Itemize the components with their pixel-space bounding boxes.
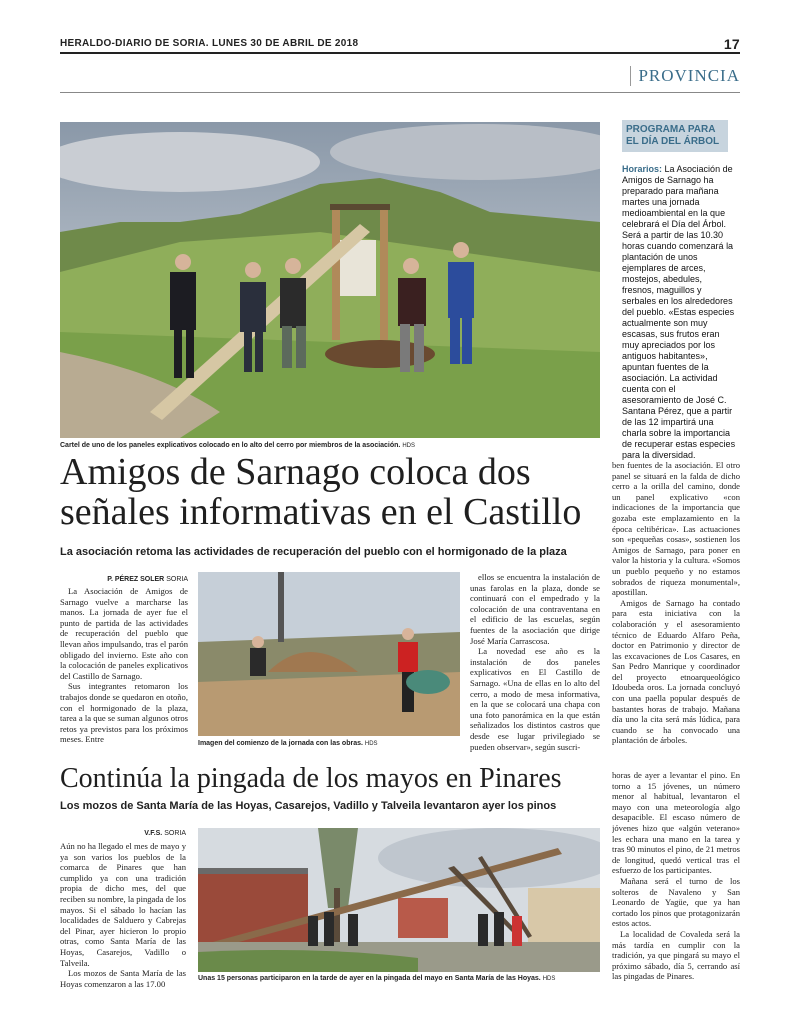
work-photo-caption — [198, 739, 460, 749]
main-photo-caption — [60, 441, 600, 451]
caption-text: Unas 15 personas participaron en la tarde de ayer en la pingada del mayo en Santa María de las Hoyas. — [198, 975, 541, 982]
paragraph: Mañana será el turno de los solteros de Navaleno y San Leonardo de Yagüe, que ya han cortado los pinos que protagonizarán estos actos. — [612, 875, 740, 929]
byline-place: SORIA — [164, 830, 186, 837]
byline-name: V.F.S. — [144, 830, 163, 837]
paragraph: horas de ayer a levantar el pino. En torno a 15 jóvenes, un número menor al habitual, levantaron el mayo con una meteorología algo desapacible. El escaso número de jóvenes hizo que «algún veterano» les echara una mano en la tarea y tras 90 minutos el pino, de 21 metros de longitud, quedó vertical tras el esfuerzo de los participantes. — [612, 770, 740, 876]
article1-column-1 — [60, 586, 188, 752]
caption-text: Imagen del comienzo de la jornada con las obras. — [198, 740, 363, 747]
article1-column-3 — [470, 572, 600, 752]
sidebar-body — [622, 164, 736, 461]
work-photo — [198, 572, 460, 736]
header-rule — [60, 52, 740, 54]
caption-credit: HDS — [364, 741, 378, 747]
paragraph: Amigos de Sarnago ha contado para esta iniciativa con la colaboración y el asesoramiento técnico de Eduardo Alfaro Peña, doctor en Patrimonio y director de las excavaciones de Los Casares, en San Pedro Manrique y coordinador del proyecto etnoarqueológico Idoubeda oros. La jornada concluyó con una paella popular después de bastantes horas de trabajo. Mañana día uno la cita será más lúdica, para cuando se ha convocado una plantación de árboles. — [612, 597, 740, 746]
paragraph: La novedad ese año es la instalación de dos paneles explicativos en El Castillo de Sarnago. «Una de ellas en lo alto del cerro, a modo de mesa informativa, en la que se colocará una chapa con una foto panorámica en la que están señalizados los distintos castros que desde ese lugar privilegiado se pueden observar», según suscri- — [470, 646, 600, 752]
caption-text: Cartel de uno de los paneles explicativos colocado en lo alto del cerro por miembros de la asociación. — [60, 442, 401, 449]
sidebar-lead: Horarios: — [622, 164, 663, 174]
page-number: 17 — [723, 36, 740, 52]
paragraph: Sus integrantes retomaron los trabajos donde se quedaron en otoño, con el hormigonado de la plaza, tarea a la que se suman algunos otros retos ya previstos para los próximos meses. Entre — [60, 681, 188, 745]
article1-byline — [60, 576, 188, 583]
article2-column-1 — [60, 841, 186, 991]
article2-subtitle: Los mozos de Santa María de las Hoyas, Casarejos, Vadillo y Talveila levantaron ayer los pinos — [60, 800, 557, 812]
article1-subtitle: La asociación retoma las actividades de recuperación del pueblo con el hormigonado de la plaza — [60, 546, 567, 558]
paragraph: La Asociación de Amigos de Sarnago vuelve a marcharse las manos. La jornada de ayer fue el punto de partida de las actividades de recuperación del pueblo que llevan años impulsando, tras el parón obligado del invierno. Este año con la colocación de paneles explicativos del Castillo de Sarnago. — [60, 586, 188, 681]
article2-headline: Continúa la pingada de los mayos en Pinares — [60, 763, 562, 794]
paragraph: ellos se encuentra la instalación de unas farolas en la plaza, donde se continuará con el empedrado y la colocación de una contraventana en el edificio de las escuelas, según fuentes de la asociación que dirige José María Carrascosa. — [470, 572, 600, 646]
masthead — [60, 36, 740, 52]
pine-photo — [198, 828, 600, 972]
pine-photo-caption — [198, 974, 600, 984]
section-rule — [60, 92, 740, 93]
article1-column-4 — [612, 460, 740, 752]
masthead-text: HERALDO-DIARIO DE SORIA. LUNES 30 DE ABRIL DE 2018 — [60, 38, 359, 49]
paragraph: Aún no ha llegado el mes de mayo y ya son varios los pueblos de la comarca de Pinares que han cumplido ya con una tradición propia de dicho mes, del que reciben su nombre, la pingada de los mayos. Si el sábado lo hacían las localidades de Salduero y Cabrejas del Pinar, ayer hicieron lo propio otras, como Santa María de las Hoyas, Casarejos, Vadillo o Talveila. — [60, 841, 186, 968]
paragraph: La localidad de Covaleda será la más tardía en cumplir con la tradición, ya que pingará su mayo el próximo sábado, día 5, cerrando así las pingadas de Pinares. — [612, 928, 740, 982]
article1-headline: Amigos de Sarnago coloca dos señales informativas en el Castillo — [60, 451, 582, 533]
section-label: PROVINCIA — [630, 66, 740, 86]
article2-column-4 — [612, 770, 740, 992]
article2-byline — [60, 830, 186, 837]
caption-credit: HDS — [542, 976, 556, 982]
byline-place: SORIA — [166, 576, 188, 583]
paragraph: ben fuentes de la asociación. El otro panel se situará en la falda de dicho cerro a la orilla del camino, donde un panel explicativo «con indicaciones de la importancia que gozaba este emplazamiento en la época celtibérica». Las actuaciones son «pequeñas cosas», sostienen los Amigos de Sarnago, para poner en valor la historia y la cultura. «Somos un pueblo pequeño y no estamos sobrados de riqueza monumental», apostillan. — [612, 460, 740, 598]
paragraph: Los mozos de Santa María de las Hoyas comenzaron a las 17.00 — [60, 968, 186, 989]
sidebar-text: La Asociación de Amigos de Sarnago ha preparado para mañana martes una jornada medioambiental en la que celebrará el Día del Árbol. Será a partir de las 10.30 horas cuando comenzará la plantación de unos ejemplares de arces, mostejos, abedules, fresnos, maguillos y serbales en los alrededores del pueblo. «Estas especies actualmente son muy escasas, sus frutos eran muy apreciados por los antiguos habitantes», apuntan fuentes de la asociación. La actividad cuenta con el asesoramiento de José C. Santana Pérez, que a partir de las 12 impartirá una charla sobre la importancia de recuperar estas especies para la diversidad. — [622, 164, 736, 460]
sidebar-title: PROGRAMA PARA EL DÍA DEL ÁRBOL — [622, 120, 728, 152]
byline-name: P. PÉREZ SOLER — [107, 576, 165, 583]
caption-credit: HDS — [402, 443, 416, 449]
main-photo — [60, 122, 600, 438]
